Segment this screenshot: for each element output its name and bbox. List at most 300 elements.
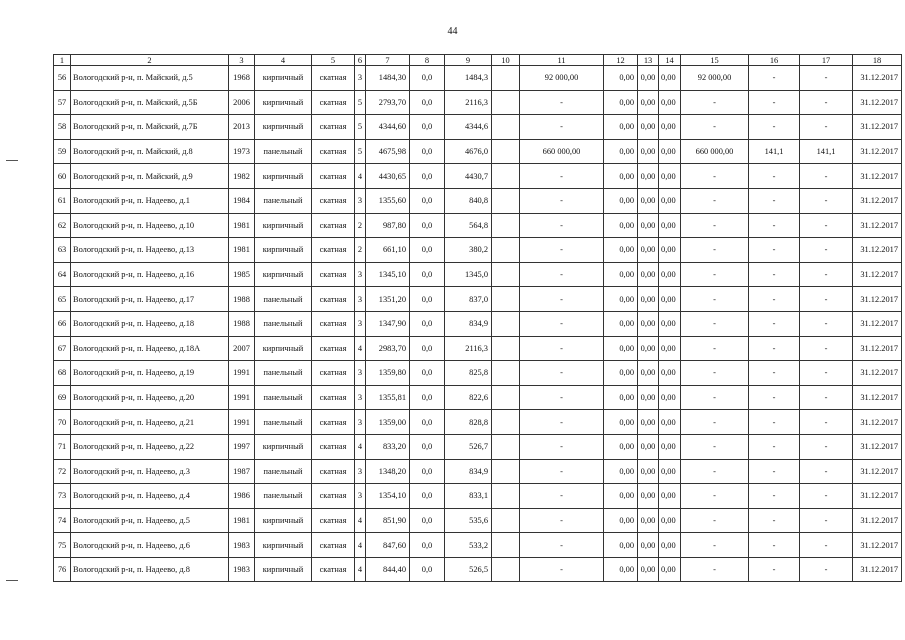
col-10-cell: [492, 213, 520, 238]
amount-12-cell: 0,00: [604, 533, 638, 558]
total-area-cell: 2983,70: [366, 336, 410, 361]
amount-14-cell: 0,00: [659, 484, 681, 509]
amount-11-cell: -: [520, 410, 604, 435]
year-cell: 1983: [229, 533, 255, 558]
roof-type-cell: скатная: [312, 262, 355, 287]
amount-14-cell: 0,00: [659, 238, 681, 263]
amount-11-cell: -: [520, 287, 604, 312]
total-area-cell: 844,40: [366, 557, 410, 582]
date-cell: 31.12.2017: [853, 533, 902, 558]
address-cell: Вологодский р-н, п. Надеево, д.18А: [71, 336, 229, 361]
floors-cell: 3: [355, 385, 366, 410]
amount-12-cell: 0,00: [604, 66, 638, 91]
col-10-cell: [492, 484, 520, 509]
wall-material-cell: кирпичный: [255, 434, 312, 459]
amount-15-cell: -: [681, 459, 749, 484]
col-10-cell: [492, 508, 520, 533]
amount-12-cell: 0,00: [604, 385, 638, 410]
row-number: 75: [54, 533, 71, 558]
roof-type-cell: скатная: [312, 139, 355, 164]
amount-13-cell: 0,00: [638, 164, 659, 189]
wall-material-cell: кирпичный: [255, 508, 312, 533]
year-cell: 1981: [229, 238, 255, 263]
amount-15-cell: -: [681, 484, 749, 509]
column-number: 2: [71, 55, 229, 66]
floors-cell: 3: [355, 459, 366, 484]
amount-13-cell: 0,00: [638, 434, 659, 459]
total-area-cell: 1355,60: [366, 188, 410, 213]
amount-12-cell: 0,00: [604, 336, 638, 361]
value-17-cell: 141,1: [800, 139, 853, 164]
value-17-cell: -: [800, 213, 853, 238]
page-number: 44: [447, 26, 458, 37]
address-cell: Вологодский р-н, п. Надеево, д.1: [71, 188, 229, 213]
column-number: 13: [638, 55, 659, 66]
column-number: 12: [604, 55, 638, 66]
value-16-cell: -: [749, 164, 800, 189]
value-17-cell: -: [800, 508, 853, 533]
row-number: 68: [54, 361, 71, 386]
amount-14-cell: 0,00: [659, 508, 681, 533]
table-body: [54, 66, 902, 582]
value-17-cell: -: [800, 311, 853, 336]
amount-13-cell: 0,00: [638, 484, 659, 509]
wall-material-cell: кирпичный: [255, 164, 312, 189]
roof-type-cell: скатная: [312, 410, 355, 435]
area-8-cell: 0,0: [410, 287, 445, 312]
amount-11-cell: -: [520, 164, 604, 189]
column-number: 1: [54, 55, 71, 66]
address-cell: Вологодский р-н, п. Надеево, д.4: [71, 484, 229, 509]
year-cell: 1987: [229, 459, 255, 484]
area-9-cell: 840,8: [445, 188, 492, 213]
value-17-cell: -: [800, 238, 853, 263]
value-16-cell: -: [749, 459, 800, 484]
row-number: 71: [54, 434, 71, 459]
col-10-cell: [492, 361, 520, 386]
amount-12-cell: 0,00: [604, 188, 638, 213]
area-8-cell: 0,0: [410, 213, 445, 238]
amount-13-cell: 0,00: [638, 410, 659, 435]
column-number: 5: [312, 55, 355, 66]
value-16-cell: -: [749, 213, 800, 238]
floors-cell: 4: [355, 434, 366, 459]
area-8-cell: 0,0: [410, 434, 445, 459]
amount-15-cell: -: [681, 336, 749, 361]
value-16-cell: -: [749, 361, 800, 386]
amount-12-cell: 0,00: [604, 164, 638, 189]
row-number: 64: [54, 262, 71, 287]
amount-13-cell: 0,00: [638, 557, 659, 582]
total-area-cell: 851,90: [366, 508, 410, 533]
year-cell: 1981: [229, 213, 255, 238]
value-16-cell: -: [749, 311, 800, 336]
table-row: [54, 238, 902, 263]
amount-12-cell: 0,00: [604, 115, 638, 140]
amount-14-cell: 0,00: [659, 361, 681, 386]
amount-14-cell: 0,00: [659, 213, 681, 238]
column-number: 8: [410, 55, 445, 66]
row-number: 63: [54, 238, 71, 263]
year-cell: 1991: [229, 361, 255, 386]
date-cell: 31.12.2017: [853, 115, 902, 140]
total-area-cell: 987,80: [366, 213, 410, 238]
wall-material-cell: кирпичный: [255, 262, 312, 287]
floors-cell: 4: [355, 336, 366, 361]
amount-12-cell: 0,00: [604, 361, 638, 386]
area-8-cell: 0,0: [410, 139, 445, 164]
row-number: 65: [54, 287, 71, 312]
area-8-cell: 0,0: [410, 164, 445, 189]
year-cell: 2007: [229, 336, 255, 361]
area-9-cell: 380,2: [445, 238, 492, 263]
area-9-cell: 4430,7: [445, 164, 492, 189]
amount-12-cell: 0,00: [604, 139, 638, 164]
floors-cell: 2: [355, 213, 366, 238]
column-number: 7: [366, 55, 410, 66]
value-17-cell: -: [800, 66, 853, 91]
date-cell: 31.12.2017: [853, 311, 902, 336]
amount-15-cell: -: [681, 90, 749, 115]
area-9-cell: 834,9: [445, 459, 492, 484]
amount-15-cell: -: [681, 533, 749, 558]
amount-14-cell: 0,00: [659, 66, 681, 91]
row-number: 56: [54, 66, 71, 91]
area-8-cell: 0,0: [410, 115, 445, 140]
date-cell: 31.12.2017: [853, 508, 902, 533]
amount-12-cell: 0,00: [604, 434, 638, 459]
table-row: [54, 213, 902, 238]
column-number: 15: [681, 55, 749, 66]
table-row: [54, 459, 902, 484]
date-cell: 31.12.2017: [853, 434, 902, 459]
amount-15-cell: -: [681, 361, 749, 386]
value-17-cell: -: [800, 90, 853, 115]
amount-13-cell: 0,00: [638, 361, 659, 386]
floors-cell: 5: [355, 139, 366, 164]
column-number: 9: [445, 55, 492, 66]
column-number: 3: [229, 55, 255, 66]
amount-11-cell: -: [520, 361, 604, 386]
area-8-cell: 0,0: [410, 410, 445, 435]
date-cell: 31.12.2017: [853, 213, 902, 238]
table-row: [54, 533, 902, 558]
wall-material-cell: панельный: [255, 361, 312, 386]
floors-cell: 4: [355, 508, 366, 533]
col-10-cell: [492, 434, 520, 459]
amount-12-cell: 0,00: [604, 459, 638, 484]
roof-type-cell: скатная: [312, 238, 355, 263]
amount-15-cell: -: [681, 557, 749, 582]
year-cell: 2006: [229, 90, 255, 115]
roof-type-cell: скатная: [312, 434, 355, 459]
total-area-cell: 1347,90: [366, 311, 410, 336]
amount-11-cell: 92 000,00: [520, 66, 604, 91]
column-number-row: [54, 55, 902, 66]
wall-material-cell: кирпичный: [255, 90, 312, 115]
total-area-cell: 833,20: [366, 434, 410, 459]
area-8-cell: 0,0: [410, 262, 445, 287]
roof-type-cell: скатная: [312, 164, 355, 189]
area-9-cell: 822,6: [445, 385, 492, 410]
row-number: 59: [54, 139, 71, 164]
table-row: [54, 410, 902, 435]
col-10-cell: [492, 139, 520, 164]
amount-14-cell: 0,00: [659, 139, 681, 164]
roof-type-cell: скатная: [312, 287, 355, 312]
address-cell: Вологодский р-н, п. Надеево, д.10: [71, 213, 229, 238]
wall-material-cell: кирпичный: [255, 238, 312, 263]
column-number: 6: [355, 55, 366, 66]
row-number: 72: [54, 459, 71, 484]
year-cell: 1988: [229, 287, 255, 312]
total-area-cell: 1484,30: [366, 66, 410, 91]
floors-cell: 3: [355, 66, 366, 91]
area-8-cell: 0,0: [410, 361, 445, 386]
roof-type-cell: скатная: [312, 90, 355, 115]
address-cell: Вологодский р-н, п. Надеево, д.21: [71, 410, 229, 435]
date-cell: 31.12.2017: [853, 66, 902, 91]
table-row: [54, 115, 902, 140]
area-9-cell: 1345,0: [445, 262, 492, 287]
date-cell: 31.12.2017: [853, 188, 902, 213]
wall-material-cell: кирпичный: [255, 115, 312, 140]
amount-13-cell: 0,00: [638, 336, 659, 361]
wall-material-cell: панельный: [255, 484, 312, 509]
col-10-cell: [492, 336, 520, 361]
amount-13-cell: 0,00: [638, 508, 659, 533]
amount-11-cell: -: [520, 90, 604, 115]
row-number: 58: [54, 115, 71, 140]
amount-13-cell: 0,00: [638, 139, 659, 164]
value-16-cell: -: [749, 115, 800, 140]
amount-12-cell: 0,00: [604, 311, 638, 336]
floors-cell: 3: [355, 361, 366, 386]
amount-14-cell: 0,00: [659, 90, 681, 115]
amount-14-cell: 0,00: [659, 385, 681, 410]
address-cell: Вологодский р-н, п. Майский, д.5: [71, 66, 229, 91]
col-10-cell: [492, 164, 520, 189]
floors-cell: 4: [355, 533, 366, 558]
table-row: [54, 139, 902, 164]
floors-cell: 5: [355, 115, 366, 140]
row-number: 69: [54, 385, 71, 410]
amount-12-cell: 0,00: [604, 287, 638, 312]
area-8-cell: 0,0: [410, 459, 445, 484]
column-number: 10: [492, 55, 520, 66]
col-10-cell: [492, 410, 520, 435]
floors-cell: 3: [355, 262, 366, 287]
amount-15-cell: -: [681, 188, 749, 213]
amount-14-cell: 0,00: [659, 434, 681, 459]
table-row: [54, 484, 902, 509]
column-number: 17: [800, 55, 853, 66]
value-17-cell: -: [800, 188, 853, 213]
year-cell: 1981: [229, 508, 255, 533]
amount-13-cell: 0,00: [638, 188, 659, 213]
total-area-cell: 1359,80: [366, 361, 410, 386]
row-number: 57: [54, 90, 71, 115]
col-10-cell: [492, 188, 520, 213]
amount-11-cell: -: [520, 188, 604, 213]
area-9-cell: 828,8: [445, 410, 492, 435]
value-17-cell: -: [800, 484, 853, 509]
roof-type-cell: скатная: [312, 188, 355, 213]
amount-14-cell: 0,00: [659, 287, 681, 312]
roof-type-cell: скатная: [312, 213, 355, 238]
margin-tick-upper: [6, 160, 18, 161]
area-9-cell: 564,8: [445, 213, 492, 238]
table-row: [54, 90, 902, 115]
value-16-cell: -: [749, 336, 800, 361]
amount-11-cell: -: [520, 238, 604, 263]
amount-14-cell: 0,00: [659, 410, 681, 435]
housing-table: [53, 54, 902, 582]
amount-15-cell: -: [681, 262, 749, 287]
amount-15-cell: 92 000,00: [681, 66, 749, 91]
total-area-cell: 1345,10: [366, 262, 410, 287]
address-cell: Вологодский р-н, п. Надеево, д.17: [71, 287, 229, 312]
date-cell: 31.12.2017: [853, 410, 902, 435]
address-cell: Вологодский р-н, п. Майский, д.8: [71, 139, 229, 164]
area-9-cell: 825,8: [445, 361, 492, 386]
amount-15-cell: 660 000,00: [681, 139, 749, 164]
value-16-cell: -: [749, 484, 800, 509]
address-cell: Вологодский р-н, п. Майский, д.9: [71, 164, 229, 189]
date-cell: 31.12.2017: [853, 164, 902, 189]
year-cell: 1997: [229, 434, 255, 459]
wall-material-cell: кирпичный: [255, 533, 312, 558]
row-number: 73: [54, 484, 71, 509]
roof-type-cell: скатная: [312, 459, 355, 484]
col-10-cell: [492, 311, 520, 336]
area-9-cell: 535,6: [445, 508, 492, 533]
amount-12-cell: 0,00: [604, 557, 638, 582]
amount-12-cell: 0,00: [604, 484, 638, 509]
roof-type-cell: скатная: [312, 115, 355, 140]
total-area-cell: 4344,60: [366, 115, 410, 140]
value-16-cell: -: [749, 188, 800, 213]
address-cell: Вологодский р-н, п. Надеево, д.22: [71, 434, 229, 459]
value-17-cell: -: [800, 533, 853, 558]
area-8-cell: 0,0: [410, 90, 445, 115]
amount-11-cell: -: [520, 434, 604, 459]
year-cell: 1968: [229, 66, 255, 91]
col-10-cell: [492, 459, 520, 484]
row-number: 76: [54, 557, 71, 582]
roof-type-cell: скатная: [312, 336, 355, 361]
address-cell: Вологодский р-н, п. Надеево, д.20: [71, 385, 229, 410]
address-cell: Вологодский р-н, п. Надеево, д.5: [71, 508, 229, 533]
value-17-cell: -: [800, 115, 853, 140]
year-cell: 1985: [229, 262, 255, 287]
date-cell: 31.12.2017: [853, 139, 902, 164]
total-area-cell: 1351,20: [366, 287, 410, 312]
total-area-cell: 4430,65: [366, 164, 410, 189]
col-10-cell: [492, 238, 520, 263]
date-cell: 31.12.2017: [853, 459, 902, 484]
area-9-cell: 833,1: [445, 484, 492, 509]
amount-11-cell: 660 000,00: [520, 139, 604, 164]
wall-material-cell: панельный: [255, 139, 312, 164]
col-10-cell: [492, 90, 520, 115]
area-8-cell: 0,0: [410, 557, 445, 582]
amount-13-cell: 0,00: [638, 66, 659, 91]
value-16-cell: -: [749, 262, 800, 287]
area-8-cell: 0,0: [410, 336, 445, 361]
wall-material-cell: панельный: [255, 188, 312, 213]
area-8-cell: 0,0: [410, 508, 445, 533]
amount-14-cell: 0,00: [659, 459, 681, 484]
value-16-cell: -: [749, 90, 800, 115]
row-number: 74: [54, 508, 71, 533]
address-cell: Вологодский р-н, п. Надеево, д.19: [71, 361, 229, 386]
address-cell: Вологодский р-н, п. Майский, д.7Б: [71, 115, 229, 140]
amount-13-cell: 0,00: [638, 115, 659, 140]
col-10-cell: [492, 287, 520, 312]
amount-14-cell: 0,00: [659, 262, 681, 287]
wall-material-cell: панельный: [255, 459, 312, 484]
value-16-cell: -: [749, 508, 800, 533]
area-8-cell: 0,0: [410, 188, 445, 213]
value-17-cell: -: [800, 557, 853, 582]
table-row: [54, 385, 902, 410]
date-cell: 31.12.2017: [853, 90, 902, 115]
table-row: [54, 361, 902, 386]
value-17-cell: -: [800, 336, 853, 361]
date-cell: 31.12.2017: [853, 287, 902, 312]
amount-15-cell: -: [681, 508, 749, 533]
address-cell: Вологодский р-н, п. Майский, д.5Б: [71, 90, 229, 115]
year-cell: 1973: [229, 139, 255, 164]
floors-cell: 5: [355, 90, 366, 115]
value-17-cell: -: [800, 434, 853, 459]
amount-11-cell: -: [520, 262, 604, 287]
amount-15-cell: -: [681, 164, 749, 189]
area-9-cell: 837,0: [445, 287, 492, 312]
amount-13-cell: 0,00: [638, 533, 659, 558]
col-10-cell: [492, 262, 520, 287]
col-10-cell: [492, 557, 520, 582]
total-area-cell: 4675,98: [366, 139, 410, 164]
amount-14-cell: 0,00: [659, 336, 681, 361]
area-8-cell: 0,0: [410, 238, 445, 263]
amount-15-cell: -: [681, 410, 749, 435]
floors-cell: 3: [355, 311, 366, 336]
amount-11-cell: -: [520, 213, 604, 238]
col-10-cell: [492, 533, 520, 558]
total-area-cell: 1359,00: [366, 410, 410, 435]
floors-cell: 2: [355, 238, 366, 263]
table-row: [54, 188, 902, 213]
year-cell: 1982: [229, 164, 255, 189]
value-16-cell: -: [749, 66, 800, 91]
floors-cell: 3: [355, 188, 366, 213]
area-8-cell: 0,0: [410, 66, 445, 91]
amount-15-cell: -: [681, 311, 749, 336]
total-area-cell: 2793,70: [366, 90, 410, 115]
floors-cell: 3: [355, 484, 366, 509]
value-16-cell: 141,1: [749, 139, 800, 164]
table-row: [54, 164, 902, 189]
address-cell: Вологодский р-н, п. Надеево, д.13: [71, 238, 229, 263]
area-9-cell: 4344,6: [445, 115, 492, 140]
year-cell: 1991: [229, 410, 255, 435]
wall-material-cell: кирпичный: [255, 213, 312, 238]
amount-15-cell: -: [681, 213, 749, 238]
amount-13-cell: 0,00: [638, 385, 659, 410]
value-17-cell: -: [800, 385, 853, 410]
